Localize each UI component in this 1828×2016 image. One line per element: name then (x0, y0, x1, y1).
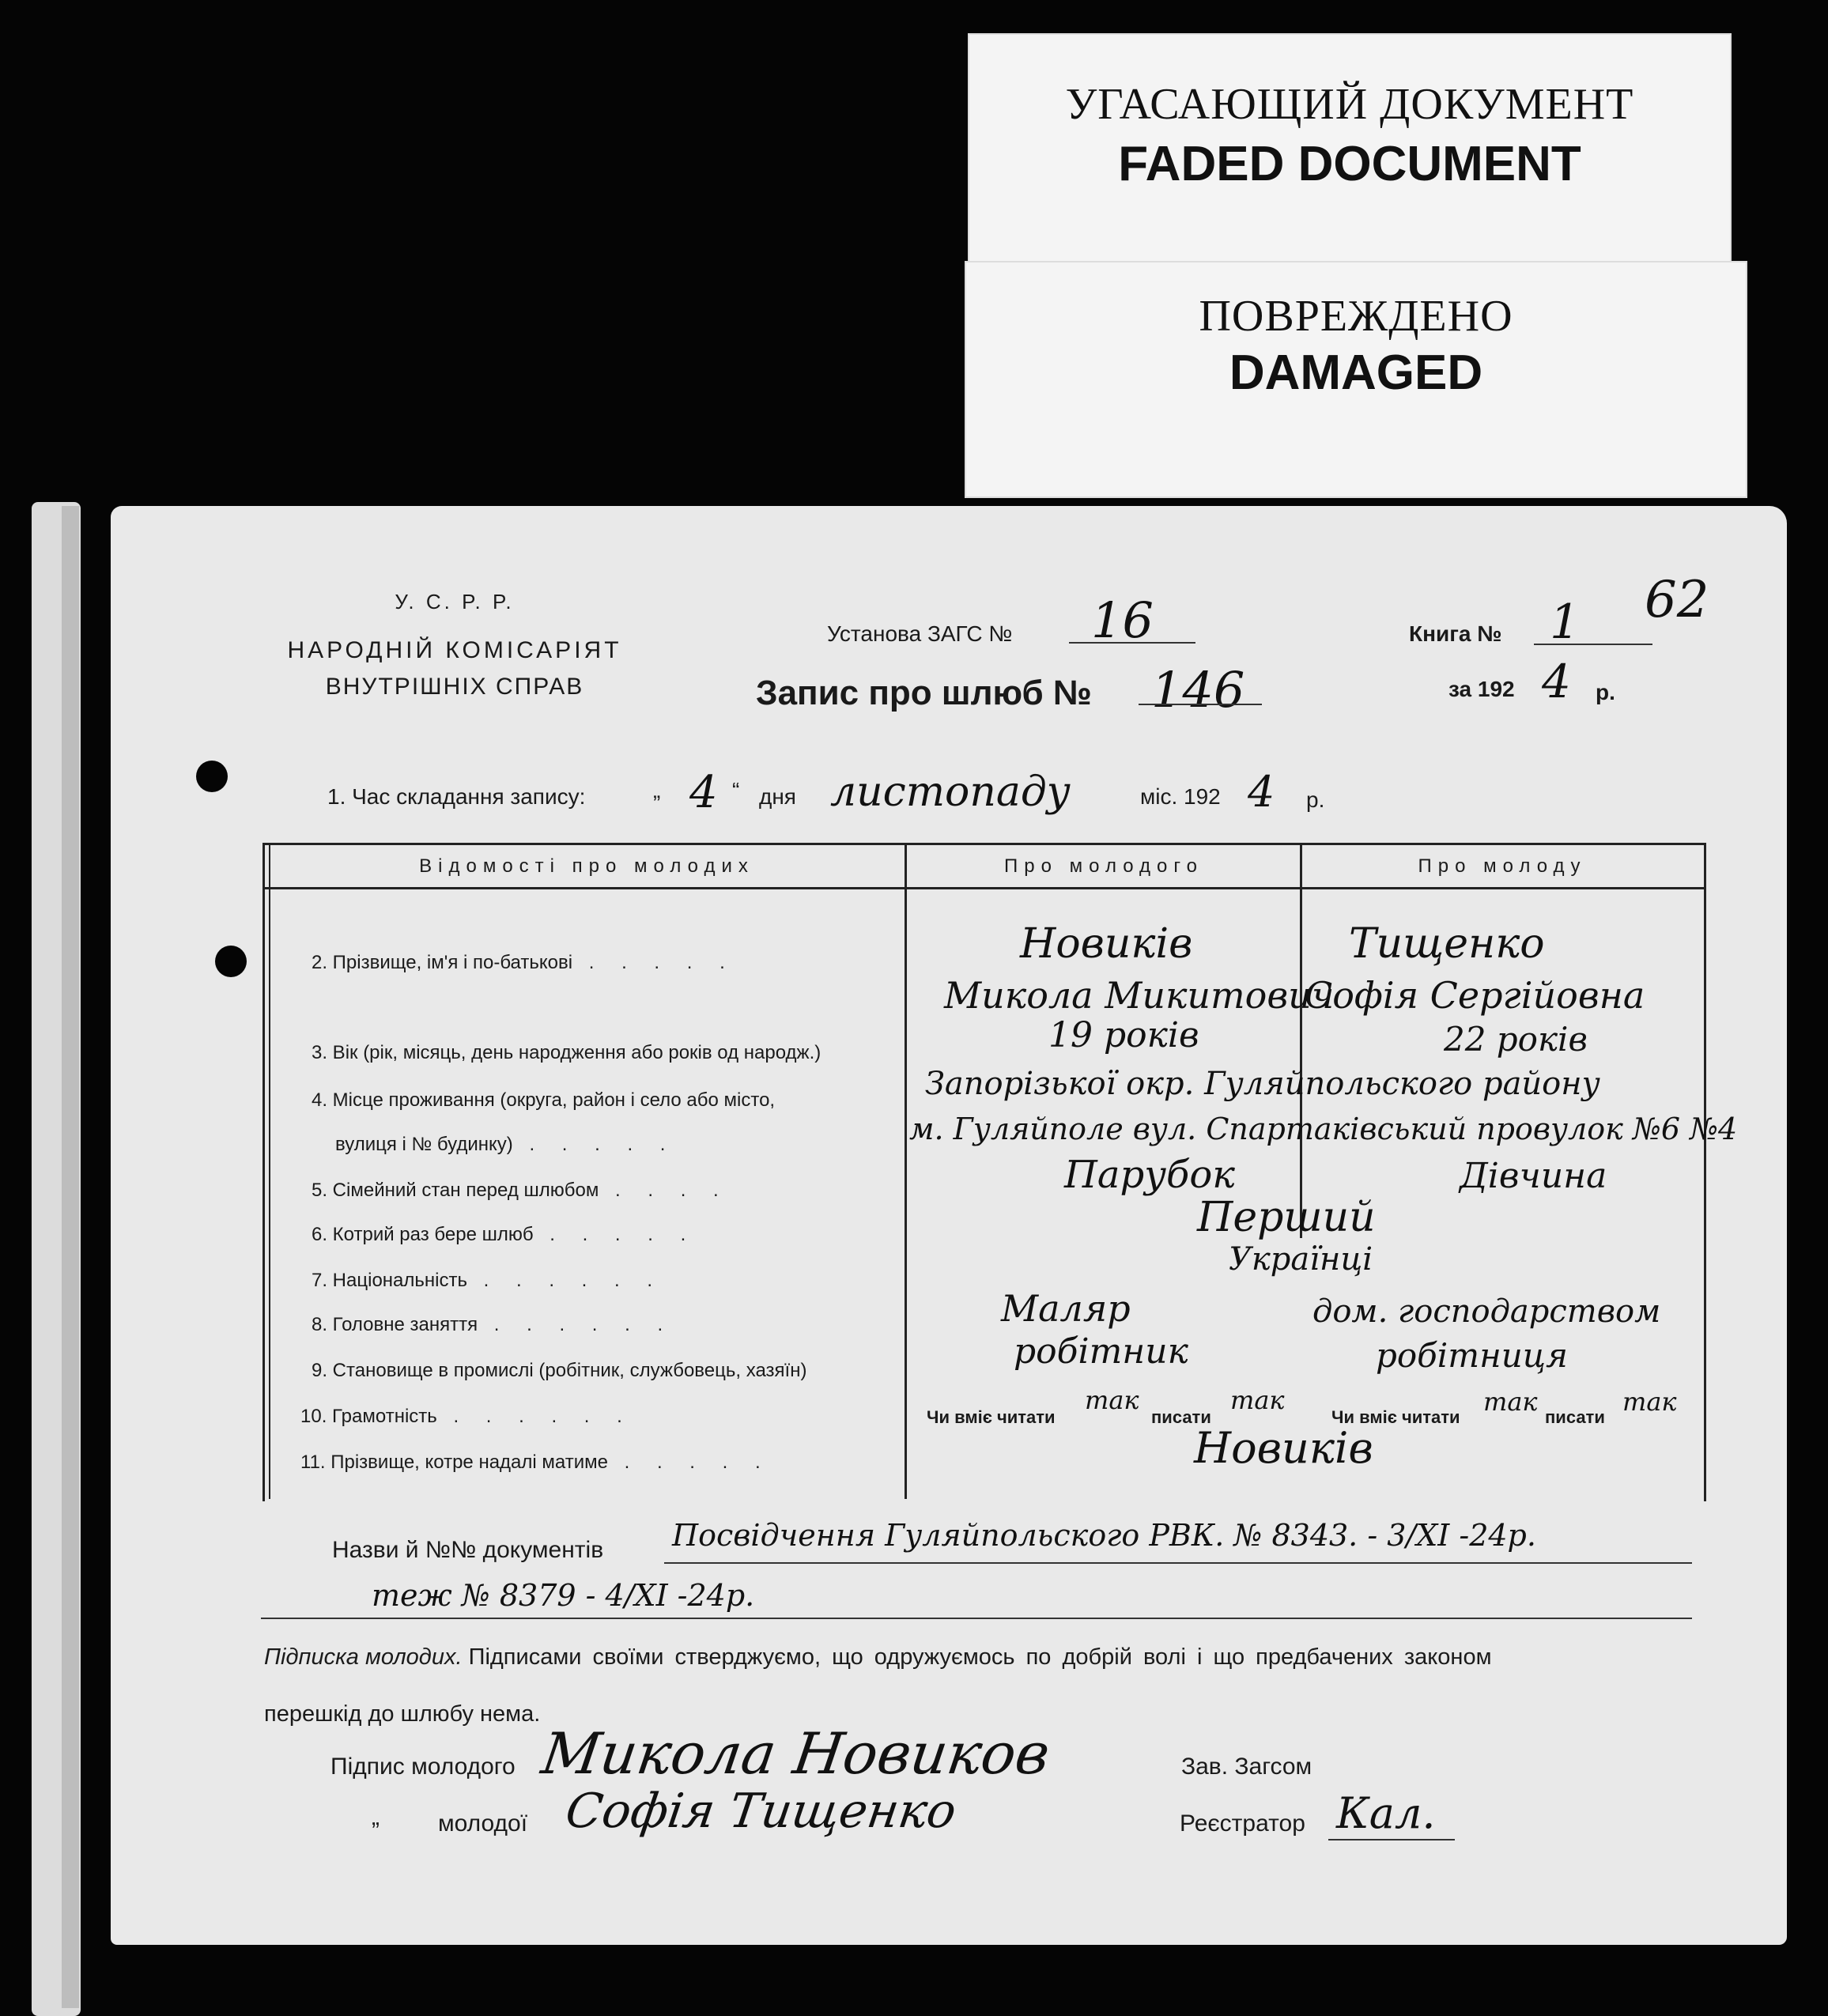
year-suffix: р. (1596, 680, 1615, 704)
bride-literacy-read-label: Чи вміє читати (1331, 1407, 1460, 1427)
groom-signature-label: Підпис молодого (330, 1754, 516, 1780)
damaged-label-en: DAMAGED (1229, 345, 1483, 400)
groom-surname: Новиків (1020, 920, 1193, 968)
documents-line-1: Посвідчення Гуляйпольского РВК. № 8343. - 3/ХІ -24р. (672, 1518, 1536, 1553)
item1-month-word: міс. 192 (1140, 784, 1221, 809)
punch-hole-1 (196, 761, 228, 792)
bride-occupation: дом. господарством (1312, 1293, 1661, 1330)
nationality: Українці (1229, 1241, 1373, 1278)
row-label-residence-1: 4. Місце проживання (округа, район і село або місто, (312, 1089, 776, 1111)
row-label-name: 2. Прізвище, ім'я і по-батькові . . . . . (312, 952, 736, 973)
damaged-document-label (965, 261, 1747, 498)
book-number: 1 (1550, 595, 1581, 650)
row-label-marital-status: 5. Сімейний стан перед шлюбом . . . . (312, 1180, 730, 1201)
item1-year-digit: 4 (1248, 767, 1275, 817)
institution-number: 16 (1091, 591, 1154, 649)
table-left-inner (269, 843, 270, 1499)
registrar-underline (1328, 1839, 1455, 1840)
year-digit: 4 (1542, 655, 1571, 708)
item1-day: 4 (689, 767, 718, 818)
book-label: Книга № (1409, 621, 1502, 646)
declaration-title: Підписка молодих. (264, 1644, 463, 1670)
declaration-line-1 (264, 1644, 1492, 1671)
faded-label-en: FADED DOCUMENT (1118, 137, 1581, 191)
record-number: 146 (1151, 661, 1245, 719)
row-label-literacy-text: 10. Грамотність (300, 1406, 437, 1427)
item1-suffix: р. (1306, 787, 1325, 812)
bride-age: 22 років (1444, 1020, 1588, 1059)
bride-literacy-write-label: писати (1545, 1407, 1605, 1427)
bride-surname: Тищенко (1349, 920, 1545, 968)
groom-position: робітник (1014, 1331, 1188, 1372)
year-prefix: за 192 (1448, 677, 1515, 701)
row-label-occupation-text: 8. Головне заняття (312, 1314, 478, 1335)
row-label-marriage-count-text: 6. Котрий раз бере шлюб (312, 1224, 534, 1245)
corner-number: 62 (1645, 571, 1709, 629)
table-divider-col2 (1300, 843, 1302, 1238)
institution-label: Установа ЗАГС № (827, 621, 1013, 646)
punch-hole-2 (215, 946, 247, 977)
item1-month: листопаду (830, 768, 1071, 816)
commissariat-line-1: НАРОДНІЙ КОМІСАРІЯТ (287, 637, 622, 663)
record-underline (1139, 704, 1262, 705)
record-title: Запис про шлюб № (756, 674, 1092, 712)
book-underline (1534, 644, 1652, 645)
row-label-future-surname-text: 11. Прізвище, котре надалі матиме (300, 1452, 608, 1473)
bride-signature-quote: „ (372, 1804, 380, 1830)
row-label-occupation: 8. Головне заняття . . . . . . (312, 1314, 674, 1335)
residence-line-1: Запорізької окр. Гуляйпольского району (925, 1066, 1600, 1102)
row-label-position: 9. Становище в промислі (робітник, службовець, хазяїн) (312, 1360, 807, 1381)
institution-underline (1069, 642, 1195, 644)
future-surname: Новиків (1194, 1423, 1373, 1473)
groom-literacy-write-label: писати (1151, 1407, 1211, 1427)
table-divider-col1 (905, 843, 907, 1499)
row-label-literacy: 10. Грамотність . . . . . . (300, 1406, 633, 1427)
declaration-line-2: перешкід до шлюбу нема. (264, 1701, 541, 1727)
row-label-age: 3. Вік (рік, місяць, день народження або років од народж.) (312, 1042, 821, 1063)
groom-literacy-read-label: Чи вміє читати (927, 1407, 1056, 1427)
row-label-marital-status-text: 5. Сімейний стан перед шлюбом (312, 1180, 599, 1201)
row-label-marriage-count: 6. Котрий раз бере шлюб . . . . . (312, 1224, 697, 1245)
registrar-signature: Кал. (1336, 1788, 1436, 1838)
row-label-name-text: 2. Прізвище, ім'я і по-батькові (312, 952, 573, 973)
table-header-rule (262, 887, 1704, 889)
bride-signature-label: молодої (438, 1810, 528, 1837)
documents-underline-2 (261, 1618, 1692, 1619)
documents-line-2: теж № 8379 - 4/ХІ -24р. (372, 1578, 755, 1613)
damaged-label-ru: ПОВРЕЖДЕНО (1199, 292, 1513, 341)
groom-full-name: Микола Микитович (944, 974, 1335, 1017)
registrar-label: Реєстратор (1180, 1810, 1305, 1837)
bride-full-name: Софія Сергійовна (1305, 974, 1645, 1017)
table-header-info: Відомості про молодих (419, 855, 754, 877)
groom-literacy-read: так (1085, 1385, 1139, 1415)
documents-underline-1 (664, 1562, 1692, 1564)
commissariat-line-2: ВНУТРІШНІХ СПРАВ (325, 674, 584, 700)
groom-literacy-write: так (1230, 1385, 1285, 1415)
row-label-residence-2-text: вулиця і № будинку) (335, 1134, 513, 1155)
binding-strip-shadow (62, 506, 79, 2008)
table-header-groom: Про молодого (1004, 855, 1203, 877)
table-header-bride: Про молоду (1418, 855, 1587, 877)
row-label-residence-2: вулиця і № будинку) . . . . . (335, 1134, 677, 1155)
row-label-nationality-text: 7. Національність (312, 1270, 467, 1291)
item1-day-word: дня (759, 784, 796, 809)
item1-quote-open: „ (653, 778, 661, 802)
groom-marital-status: Парубок (1064, 1153, 1235, 1197)
bride-position: робітниця (1376, 1336, 1568, 1375)
faded-label-ru: УГАСАЮЩИЙ ДОКУМЕНТ (1065, 80, 1634, 129)
groom-age: 19 років (1048, 1015, 1199, 1055)
residence-line-2: м. Гуляйполе вул. Спартаківський провулок №6 №4 (909, 1112, 1738, 1146)
bride-literacy-write: так (1622, 1387, 1677, 1417)
faded-document-label (968, 33, 1732, 270)
documents-label: Назви й №№ документів (332, 1537, 604, 1563)
row-label-nationality: 7. Національність . . . . . . (312, 1270, 663, 1291)
head-of-registry-label: Зав. Загсом (1181, 1754, 1312, 1780)
groom-occupation: Маляр (1001, 1287, 1131, 1330)
marriage-count: Перший (1197, 1194, 1376, 1241)
bride-signature: Софія Тищенко (562, 1784, 960, 1839)
bride-literacy-read: так (1483, 1387, 1538, 1417)
bride-marital-status: Дівчина (1460, 1156, 1607, 1196)
declaration-text-1: Підписами своїми стверджуємо, що одружуємось по добрій волі і що предбачених законом (468, 1644, 1492, 1670)
row-label-future-surname: 11. Прізвище, котре надалі матиме . . . . . (300, 1452, 772, 1473)
item1-quote-close: “ (732, 778, 740, 802)
item1-label: 1. Час складання запису: (327, 784, 586, 809)
ussr-heading: У. С. Р. Р. (395, 590, 515, 613)
groom-signature: Микола Новиков (538, 1720, 1054, 1787)
